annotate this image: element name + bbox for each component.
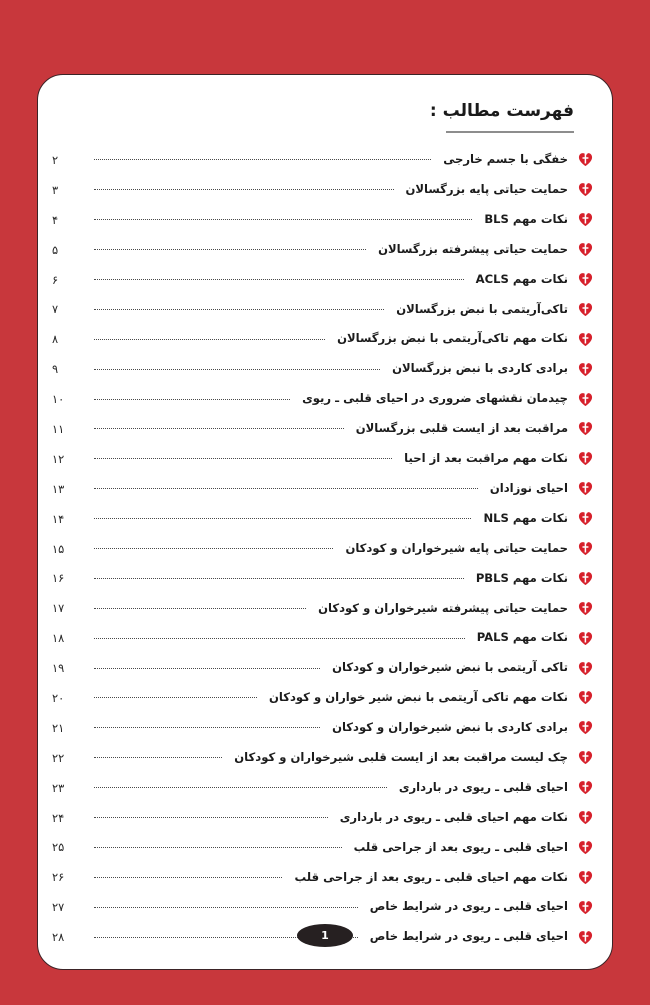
toc-entry[interactable]	[48, 713, 598, 743]
heart-cross-icon	[572, 392, 598, 407]
toc-entry-title: نکات مهم PALS	[476, 630, 568, 645]
toc-entry[interactable]	[48, 683, 598, 713]
toc-entry-title: تاکی آریتمی با نبض شیرخواران و کودکان	[332, 660, 568, 675]
toc-dot-leader	[94, 727, 320, 729]
toc-entry[interactable]	[48, 384, 598, 414]
toc-entry-title: نکات مهم احیای قلبی ـ ریوی بعد از جراحی قلب	[294, 869, 568, 884]
toc-entry-page: ۲۱	[52, 720, 65, 735]
toc-entry-title: نکات مهم تاکی آریتمی با نبض شیر خواران و کودکان	[268, 690, 568, 705]
heart-cross-icon	[572, 631, 598, 646]
toc-entry[interactable]	[48, 743, 598, 773]
toc-dot-leader	[94, 189, 394, 191]
toc-entry-title: برادی کاردی با نبض بزرگسالان	[392, 361, 568, 376]
toc-dot-leader	[94, 817, 328, 819]
toc-dot-leader	[94, 458, 392, 460]
toc-list	[38, 145, 612, 952]
toc-entry-title: نکات مهم PBLS	[475, 570, 568, 585]
heart-cross-icon	[572, 332, 598, 347]
toc-entry-page: ۲۰	[52, 690, 65, 705]
toc-entry-title: حمایت حیاتی پایه بزرگسالان	[405, 182, 568, 197]
heart-cross-icon	[572, 840, 598, 855]
toc-dot-leader	[94, 249, 366, 251]
toc-entry[interactable]	[48, 862, 598, 892]
heart-cross-icon	[572, 242, 598, 257]
toc-entry-page: ۲۷	[52, 900, 65, 915]
toc-entry-page: ۸	[52, 332, 59, 347]
toc-entry[interactable]	[48, 593, 598, 623]
heart-cross-icon	[572, 302, 598, 317]
toc-entry-page: ۵	[52, 242, 59, 257]
heart-cross-icon	[572, 810, 598, 825]
heart-cross-icon	[572, 362, 598, 377]
page-title: فهرست مطالب :	[429, 101, 574, 121]
toc-entry-title: احیای قلبی ـ ریوی بعد از جراحی قلب	[353, 839, 568, 854]
toc-entry-page: ۷	[52, 302, 59, 317]
heart-cross-icon	[572, 900, 598, 915]
toc-dot-leader	[94, 279, 464, 281]
heart-cross-icon	[572, 182, 598, 197]
toc-entry[interactable]	[48, 474, 598, 504]
toc-entry-page: ۲۵	[52, 840, 65, 855]
toc-entry-page: ۱۸	[52, 631, 65, 646]
toc-entry[interactable]	[48, 534, 598, 564]
toc-entry-page: ۱۳	[52, 481, 65, 496]
toc-entry-title: نکات مهم ACLS	[475, 271, 568, 286]
toc-entry-page: ۱۶	[52, 571, 65, 586]
toc-entry[interactable]	[48, 803, 598, 833]
heart-cross-icon	[572, 541, 598, 556]
toc-entry[interactable]	[48, 563, 598, 593]
toc-entry[interactable]	[48, 892, 598, 922]
toc-entry-title: مراقبت بعد از ایست قلبی بزرگسالان	[355, 421, 568, 436]
toc-dot-leader	[94, 518, 471, 520]
heart-cross-icon	[572, 451, 598, 466]
toc-entry-title: نکات مهم BLS	[484, 211, 568, 226]
toc-entry-page: ۲۸	[52, 930, 65, 945]
toc-dot-leader	[94, 159, 431, 161]
heart-cross-icon	[572, 571, 598, 586]
toc-entry[interactable]	[48, 832, 598, 862]
heart-cross-icon	[572, 421, 598, 436]
toc-entry[interactable]	[48, 145, 598, 175]
page-sheet	[37, 74, 613, 970]
toc-entry-page: ۴	[52, 212, 59, 227]
toc-dot-leader	[94, 847, 342, 849]
toc-entry-title: حمایت حیاتی پیشرفته بزرگسالان	[378, 241, 568, 256]
heart-cross-icon	[572, 720, 598, 735]
toc-entry-title: چیدمان نقشهای ضروری در احیای قلبی ـ ریوی	[302, 391, 568, 406]
title-underline	[446, 131, 574, 133]
toc-dot-leader	[94, 787, 387, 789]
toc-entry-page: ۲۶	[52, 870, 65, 885]
toc-dot-leader	[94, 877, 282, 879]
heart-cross-icon	[572, 780, 598, 795]
toc-entry-page: ۲۴	[52, 810, 65, 825]
toc-entry-page: ۳	[52, 182, 59, 197]
toc-entry-page: ۱۲	[52, 451, 65, 466]
toc-dot-leader	[94, 668, 320, 670]
toc-dot-leader	[94, 697, 257, 699]
toc-entry-title: نکات مهم تاکی‌آریتمی با نبض بزرگسالان	[337, 331, 568, 346]
toc-entry[interactable]	[48, 444, 598, 474]
toc-entry[interactable]	[48, 623, 598, 653]
toc-entry[interactable]	[48, 653, 598, 683]
heart-cross-icon	[572, 152, 598, 167]
toc-entry-title: احیای قلبی ـ ریوی در شرایط خاص	[369, 929, 568, 944]
toc-entry-page: ۱۰	[52, 392, 65, 407]
heart-cross-icon	[572, 690, 598, 705]
toc-dot-leader	[94, 219, 472, 221]
toc-entry-page: ۱۵	[52, 541, 65, 556]
page-number-label: 1	[321, 929, 329, 942]
heart-cross-icon	[572, 750, 598, 765]
toc-entry[interactable]	[48, 294, 598, 324]
toc-entry-title: احیای قلبی ـ ریوی در بارداری	[398, 779, 568, 794]
heart-cross-icon	[572, 870, 598, 885]
toc-entry-title: احیای قلبی ـ ریوی در شرایط خاص	[369, 899, 568, 914]
toc-entry-page: ۲۳	[52, 780, 65, 795]
heart-cross-icon	[572, 601, 598, 616]
toc-dot-leader	[94, 488, 478, 490]
heart-cross-icon	[572, 511, 598, 526]
toc-entry-page: ۱۷	[52, 601, 65, 616]
heart-cross-icon	[572, 212, 598, 227]
toc-entry[interactable]	[48, 414, 598, 444]
toc-dot-leader	[94, 309, 384, 311]
toc-entry[interactable]	[48, 773, 598, 803]
toc-dot-leader	[94, 399, 290, 401]
toc-entry-title: نکات مهم مراقبت بعد از احیا	[404, 451, 568, 466]
toc-entry[interactable]	[48, 324, 598, 354]
heart-cross-icon	[572, 930, 598, 945]
toc-dot-leader	[94, 428, 344, 430]
toc-dot-leader	[94, 548, 333, 550]
toc-entry-page: ۱۴	[52, 511, 65, 526]
toc-entry-title: احیای نوزادان	[489, 480, 568, 495]
toc-entry[interactable]	[48, 354, 598, 384]
toc-dot-leader	[94, 757, 222, 759]
toc-dot-leader	[94, 638, 465, 640]
toc-dot-leader	[94, 339, 325, 341]
toc-entry-page: ۶	[52, 272, 59, 287]
toc-dot-leader	[94, 907, 358, 909]
toc-entry-title: خفگی با جسم خارجی	[443, 152, 568, 167]
toc-entry-title: تاکی‌آریتمی با نبض بزرگسالان	[396, 301, 568, 316]
toc-entry-title: حمایت حیاتی پیشرفته شیرخواران و کودکان	[318, 600, 568, 615]
heart-cross-icon	[572, 272, 598, 287]
heart-cross-icon	[572, 481, 598, 496]
toc-dot-leader	[94, 369, 380, 371]
toc-entry-page: ۲	[52, 152, 59, 167]
heart-cross-icon	[572, 661, 598, 676]
page-number-badge	[297, 924, 353, 947]
toc-entry-page: ۱۹	[52, 661, 65, 676]
toc-entry-page: ۲۲	[52, 750, 65, 765]
toc-entry[interactable]	[48, 504, 598, 534]
toc-dot-leader	[94, 608, 306, 610]
toc-entry[interactable]	[48, 235, 598, 265]
toc-entry[interactable]	[48, 175, 598, 205]
toc-entry-title: حمایت حیاتی پایه شیرخواران و کودکان	[345, 540, 568, 555]
toc-entry[interactable]	[48, 265, 598, 295]
toc-entry-title: چک لیست مراقبت بعد از ایست قلبی شیرخواران و کودکان	[234, 749, 568, 764]
toc-entry-page: ۱۱	[52, 421, 65, 436]
toc-entry[interactable]	[48, 205, 598, 235]
toc-entry-title: نکات مهم NLS	[483, 510, 568, 525]
toc-dot-leader	[94, 578, 464, 580]
toc-entry-title: نکات مهم احیای قلبی ـ ریوی در بارداری	[339, 809, 568, 824]
toc-entry-title: برادی کاردی با نبض شیرخواران و کودکان	[332, 720, 568, 735]
toc-entry-page: ۹	[52, 362, 59, 377]
